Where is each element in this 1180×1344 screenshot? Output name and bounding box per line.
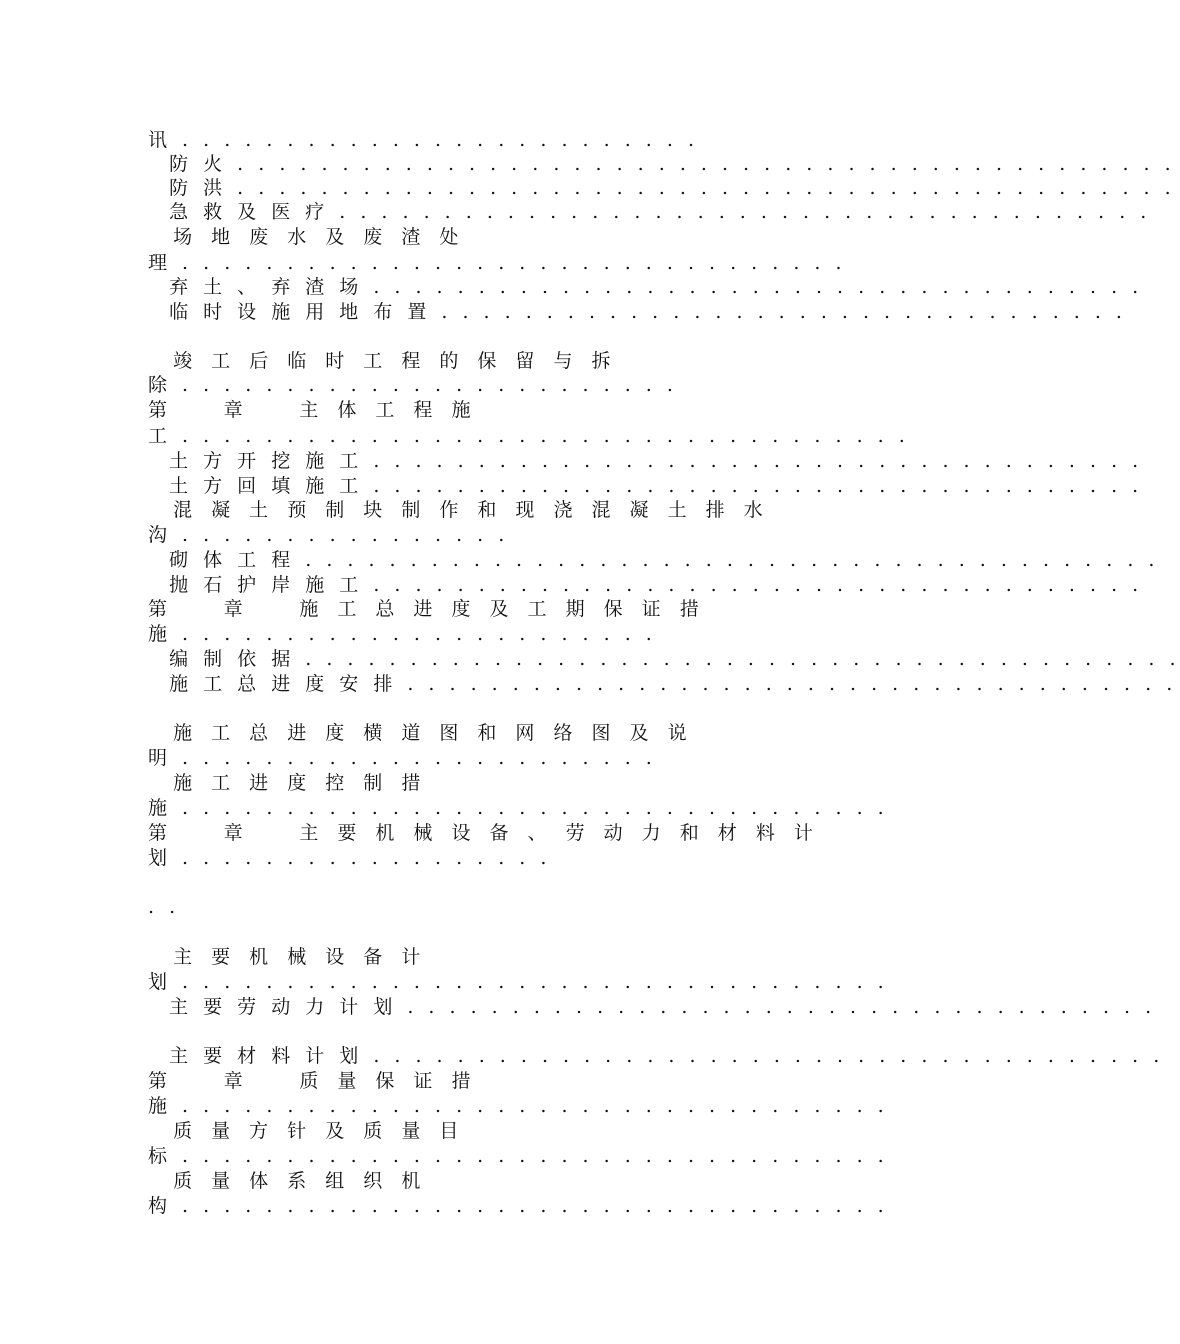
toc-line: 弃 土 、 弃 渣 场 . . . . . . . . . . . . . . . . . . . . . . . . . . . . . . . . . . . . .: [148, 276, 1143, 298]
toc-line: 砌 体 工 程 . . . . . . . . . . . . . . . . . . . . . . . . . . . . . . . . . . . . . . . . .: [148, 549, 1159, 571]
toc-line: 混 凝 土 预 制 块 制 作 和 现 浇 混 凝 土 排 水: [148, 499, 770, 521]
toc-line: 第 章 主 体 工 程 施: [148, 399, 477, 421]
toc-line: 竣 工 后 临 时 工 程 的 保 留 与 拆: [148, 350, 618, 372]
toc-line: 主 要 劳 动 力 计 划 . . . . . . . . . . . . . . . . . . . . . . . . . . . . . . . . . . . .: [148, 996, 1156, 1018]
toc-line: 工 . . . . . . . . . . . . . . . . . . . . . . . . . . . . . . . . . . .: [148, 425, 910, 447]
toc-line: 质 量 体 系 组 织 机: [148, 1170, 427, 1192]
toc-line: 防 火 . . . . . . . . . . . . . . . . . . . . . . . . . . . . . . . . . . . . . . . . . . . . .: [148, 153, 1176, 175]
toc-line: 临 时 设 施 用 地 布 置 . . . . . . . . . . . . . . . . . . . . . . . . . . . . . . . . .: [148, 301, 1127, 323]
toc-line: 第 章 质 量 保 证 措: [148, 1070, 477, 1092]
toc-line: 施 工 进 度 控 制 措: [148, 772, 427, 794]
toc-line: 抛 石 护 岸 施 工 . . . . . . . . . . . . . . . . . . . . . . . . . . . . . . . . . . . . .: [148, 574, 1143, 596]
toc-line: 明 . . . . . . . . . . . . . . . . . . . . . . .: [148, 747, 657, 769]
toc-line: 土 方 开 挖 施 工 . . . . . . . . . . . . . . . . . . . . . . . . . . . . . . . . . . . . .: [148, 450, 1143, 472]
toc-line: 施 . . . . . . . . . . . . . . . . . . . . . . . . . . . . . . . . . .: [148, 1095, 889, 1117]
toc-line: 理 . . . . . . . . . . . . . . . . . . . . . . . . . . . . . . . .: [148, 252, 847, 274]
toc-line: 除 . . . . . . . . . . . . . . . . . . . . . . . .: [148, 374, 678, 396]
toc-line: 主 要 材 料 计 划 . . . . . . . . . . . . . . . . . . . . . . . . . . . . . . . . . . . . . .: [148, 1045, 1164, 1067]
toc-line: 划 . . . . . . . . . . . . . . . . . . . . . . . . . . . . . . . . . .: [148, 971, 889, 993]
toc-line: 第 章 施 工 总 进 度 及 工 期 保 证 措: [148, 598, 706, 620]
toc-line: 质 量 方 针 及 质 量 目: [148, 1120, 465, 1142]
toc-line: 施 工 总 进 度 横 道 图 和 网 络 图 及 说: [148, 722, 694, 744]
toc-line: 讯 . . . . . . . . . . . . . . . . . . . . . . . . .: [148, 129, 699, 151]
toc-line: 土 方 回 填 施 工 . . . . . . . . . . . . . . . . . . . . . . . . . . . . . . . . . . . . .: [148, 475, 1143, 497]
toc-line: 施 工 总 进 度 安 排 . . . . . . . . . . . . . . . . . . . . . . . . . . . . . . . . . . . . .: [148, 673, 1177, 695]
toc-line: 划 . . . . . . . . . . . . . . . . . .: [148, 847, 551, 869]
toc-line: 沟 . . . . . . . . . . . . . . . .: [148, 524, 509, 546]
toc-line: 防 洪 . . . . . . . . . . . . . . . . . . . . . . . . . . . . . . . . . . . . . . . . . . . . .: [148, 177, 1176, 199]
toc-line: 急 救 及 医 疗 . . . . . . . . . . . . . . . . . . . . . . . . . . . . . . . . . . . . . . .: [148, 201, 1151, 223]
toc-line: 构 . . . . . . . . . . . . . . . . . . . . . . . . . . . . . . . . . .: [148, 1195, 889, 1217]
toc-line: . .: [148, 896, 180, 918]
toc-line: 场 地 废 水 及 废 渣 处: [148, 226, 465, 248]
toc-line: 标 . . . . . . . . . . . . . . . . . . . . . . . . . . . . . . . . . .: [148, 1145, 889, 1167]
toc-line: 主 要 机 械 设 备 计: [148, 946, 427, 968]
toc-line: 编 制 依 据 . . . . . . . . . . . . . . . . . . . . . . . . . . . . . . . . . . . . . . . . . .: [148, 648, 1180, 670]
toc-line: 施 . . . . . . . . . . . . . . . . . . . . . . .: [148, 623, 657, 645]
toc-line: 第 章 主 要 机 械 设 备 、 劳 动 力 和 材 料 计: [148, 822, 820, 844]
toc-line: 施 . . . . . . . . . . . . . . . . . . . . . . . . . . . . . . . . . .: [148, 797, 889, 819]
